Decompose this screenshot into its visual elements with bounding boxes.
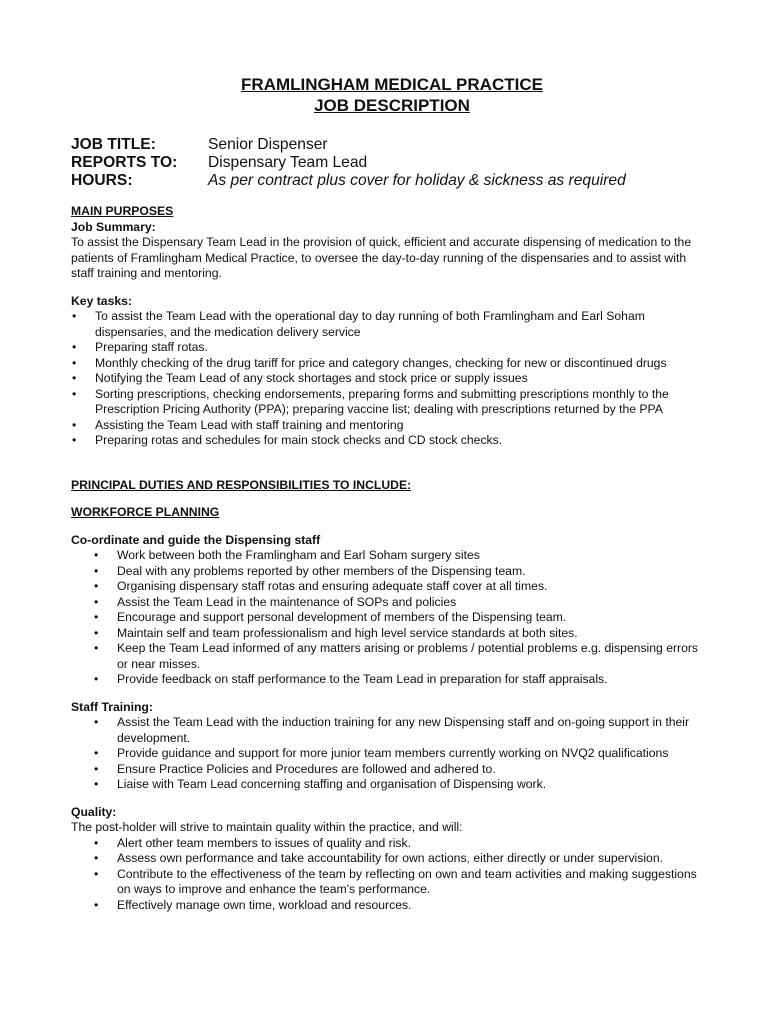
list-item: • To assist the Team Lead with the operational day to day running of both Framlingham and Earl Soham dispensaries, and the medication delivery service — [71, 309, 711, 340]
list-item: • Organising dispensary staff rotas and ensuring adequate staff cover at all times. — [71, 579, 711, 595]
key-tasks-section — [71, 294, 711, 449]
key-tasks-list — [71, 309, 711, 449]
quality-list — [71, 836, 711, 914]
staff-training-heading: Staff Training: — [71, 699, 153, 714]
document-type: JOB DESCRIPTION — [314, 96, 470, 115]
job-title-label: JOB TITLE: — [71, 136, 156, 153]
main-purposes-section — [71, 204, 711, 282]
list-item: • Assist the Team Lead in the maintenance of SOPs and policies — [71, 595, 711, 611]
hours-value: As per contract plus cover for holiday & sickness as required — [208, 172, 626, 189]
list-item: • Encourage and support personal development of members of the Dispensing team. — [71, 610, 711, 626]
quality-heading: Quality: — [71, 804, 117, 819]
coordinate-list — [71, 548, 711, 688]
list-item: • Alert other team members to issues of quality and risk. — [71, 836, 711, 852]
list-item: • Preparing staff rotas. — [71, 340, 711, 356]
list-item: • Sorting prescriptions, checking endorsements, preparing forms and submitting prescriptions monthly to the Prescription Pricing Authority (PPA); preparing vaccine list; dealing with prescriptions returned by the PPA — [71, 387, 711, 418]
list-item: • Assisting the Team Lead with staff training and mentoring — [71, 418, 711, 434]
job-title-row — [71, 136, 711, 154]
list-item: • Maintain self and team professionalism and high level service standards at both sites. — [71, 626, 711, 642]
job-summary-text: To assist the Dispensary Team Lead in the provision of quick, efficient and accurate dispensing of medication to the patients of Framlingham Medical Practice, to oversee the day-to-day running of the dispensaries and to assist with staff training and mentoring. — [71, 235, 692, 280]
key-tasks-heading: Key tasks: — [71, 293, 132, 308]
workforce-planning-heading: WORKFORCE PLANNING — [71, 505, 220, 519]
job-title-value: Senior Dispenser — [208, 136, 328, 153]
hours-row — [71, 172, 711, 190]
list-item: • Assist the Team Lead with the induction training for any new Dispensing staff and on-going support in their development. — [71, 715, 711, 746]
staff-training-list — [71, 715, 711, 793]
hours-label: HOURS: — [71, 172, 133, 189]
list-item: • Preparing rotas and schedules for main stock checks and CD stock checks. — [71, 433, 711, 449]
list-item: • Effectively manage own time, workload and resources. — [71, 898, 711, 914]
practice-name: FRAMLINGHAM MEDICAL PRACTICE — [241, 75, 543, 94]
job-meta — [71, 136, 711, 190]
principal-duties-heading: PRINCIPAL DUTIES AND RESPONSIBILITIES TO INCLUDE: — [71, 477, 412, 492]
coordinate-section — [71, 533, 711, 688]
list-item: • Liaise with Team Lead concerning staffing and organisation of Dispensing work. — [71, 777, 711, 793]
staff-training-section — [71, 700, 711, 793]
list-item: • Ensure Practice Policies and Procedures are followed and adhered to. — [71, 762, 711, 778]
main-purposes-heading: MAIN PURPOSES — [71, 204, 174, 218]
list-item: • Contribute to the effectiveness of the team by reflecting on own and team activities and making suggestions on ways to improve and enhance the team's performance. — [71, 867, 711, 898]
reports-to-value: Dispensary Team Lead — [208, 154, 368, 171]
reports-to-row — [71, 154, 711, 172]
list-item: • Notifying the Team Lead of any stock shortages and stock price or supply issues — [71, 371, 711, 387]
document-title — [73, 74, 711, 116]
list-item: • Provide feedback on staff performance to the Team Lead in preparation for staff appraisals. — [71, 672, 711, 688]
job-summary-heading: Job Summary: — [71, 219, 156, 234]
quality-intro: The post-holder will strive to maintain quality within the practice, and will: — [71, 820, 463, 834]
list-item: • Monthly checking of the drug tariff for price and category changes, checking for new or discontinued drugs — [71, 356, 711, 372]
quality-section — [71, 805, 711, 914]
list-item: • Provide guidance and support for more junior team members currently working on NVQ2 qualifications — [71, 746, 711, 762]
reports-to-label: REPORTS TO: — [71, 154, 178, 171]
list-item: • Keep the Team Lead informed of any matters arising or problems / potential problems e.g. dispensing errors or near misses. — [71, 641, 711, 672]
list-item: • Assess own performance and take accountability for own actions, either directly or under supervision. — [71, 851, 711, 867]
job-description-document — [71, 74, 711, 913]
list-item: • Deal with any problems reported by other members of the Dispensing team. — [71, 564, 711, 580]
list-item: • Work between both the Framlingham and Earl Soham surgery sites — [71, 548, 711, 564]
coordinate-heading: Co-ordinate and guide the Dispensing staff — [71, 532, 321, 547]
